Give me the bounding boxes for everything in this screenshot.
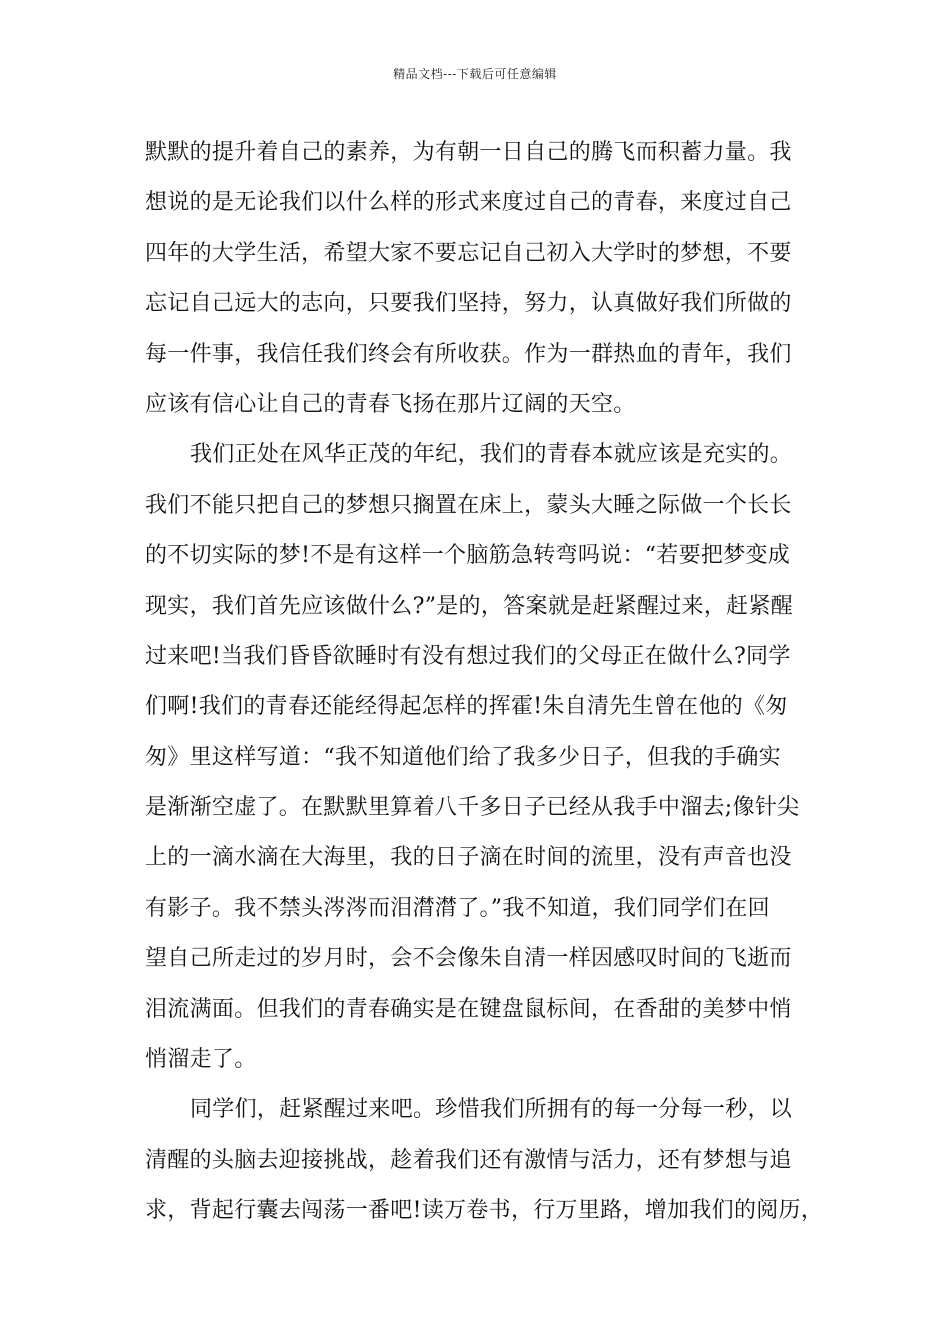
text-line: 上的一滴水滴在大海里，我的日子滴在时间的流里，没有声音也没 [145, 845, 792, 871]
text-line: 每一件事，我信任我们终会有所收获。作为一群热血的青年，我们 [145, 341, 792, 367]
text-line: 清醒的头脑去迎接挑战，趁着我们还有激情与活力，还有梦想与追 [145, 1147, 792, 1173]
text-line: 现实，我们首先应该做什么?”是的，答案就是赶紧醒过来，赶紧醒 [145, 593, 794, 619]
text-line: 是渐渐空虚了。在默默里算着八千多日子已经从我手中溜去;像针尖 [145, 795, 800, 821]
text-line: 的不切实际的梦!不是有这样一个脑筋急转弯吗说：“若要把梦变成 [145, 543, 791, 569]
text-line: 们啊!我们的青春还能经得起怎样的挥霍!朱自清先生曾在他的《匆 [145, 694, 788, 720]
text-line: 泪流满面。但我们的青春确实是在键盘鼠标间，在香甜的美梦中悄 [145, 996, 792, 1022]
text-line: 四年的大学生活，希望大家不要忘记自己初入大学时的梦想，不要 [145, 240, 792, 266]
page-header: 精品文档---下载后可任意编辑 [393, 67, 557, 81]
paragraph-first-line: 我们正处在风华正茂的年纪，我们的青春本就应该是充实的。 [190, 442, 793, 468]
text-line: 过来吧!当我们昏昏欲睡时有没有想过我们的父母正在做什么?同学 [145, 643, 791, 669]
text-line: 忘记自己远大的志向，只要我们坚持，努力，认真做好我们所做的 [145, 291, 792, 317]
text-line: 默默的提升着自己的素养，为有朝一日自己的腾飞而积蓄力量。我 [145, 140, 792, 165]
paragraph-first-line: 同学们，赶紧醒过来吧。珍惜我们所拥有的每一分每一秒，以 [190, 1097, 793, 1123]
text-line: 有影子。我不禁头涔涔而泪潸潸了。”我不知道，我们同学们在回 [145, 895, 770, 921]
body-text [145, 128, 835, 1237]
text-line: 求，背起行囊去闯荡一番吧!读万卷书，行万里路，增加我们的阅历， [145, 1198, 824, 1224]
text-line: 应该有信心让自己的青春飞扬在那片辽阔的天空。 [145, 391, 636, 417]
text-line: 匆》里这样写道：“我不知道他们给了我多少日子，但我的手确实 [145, 744, 781, 770]
text-line: 我们不能只把自己的梦想只搁置在床上，蒙头大睡之际做一个长长 [145, 492, 792, 518]
text-line: 望自己所走过的岁月时，会不会像朱自清一样因感叹时间的飞逝而 [145, 946, 792, 972]
text-line: 想说的是无论我们以什么样的形式来度过自己的青春，来度过自己 [145, 190, 792, 216]
text-line: 悄溜走了。 [145, 1047, 257, 1073]
